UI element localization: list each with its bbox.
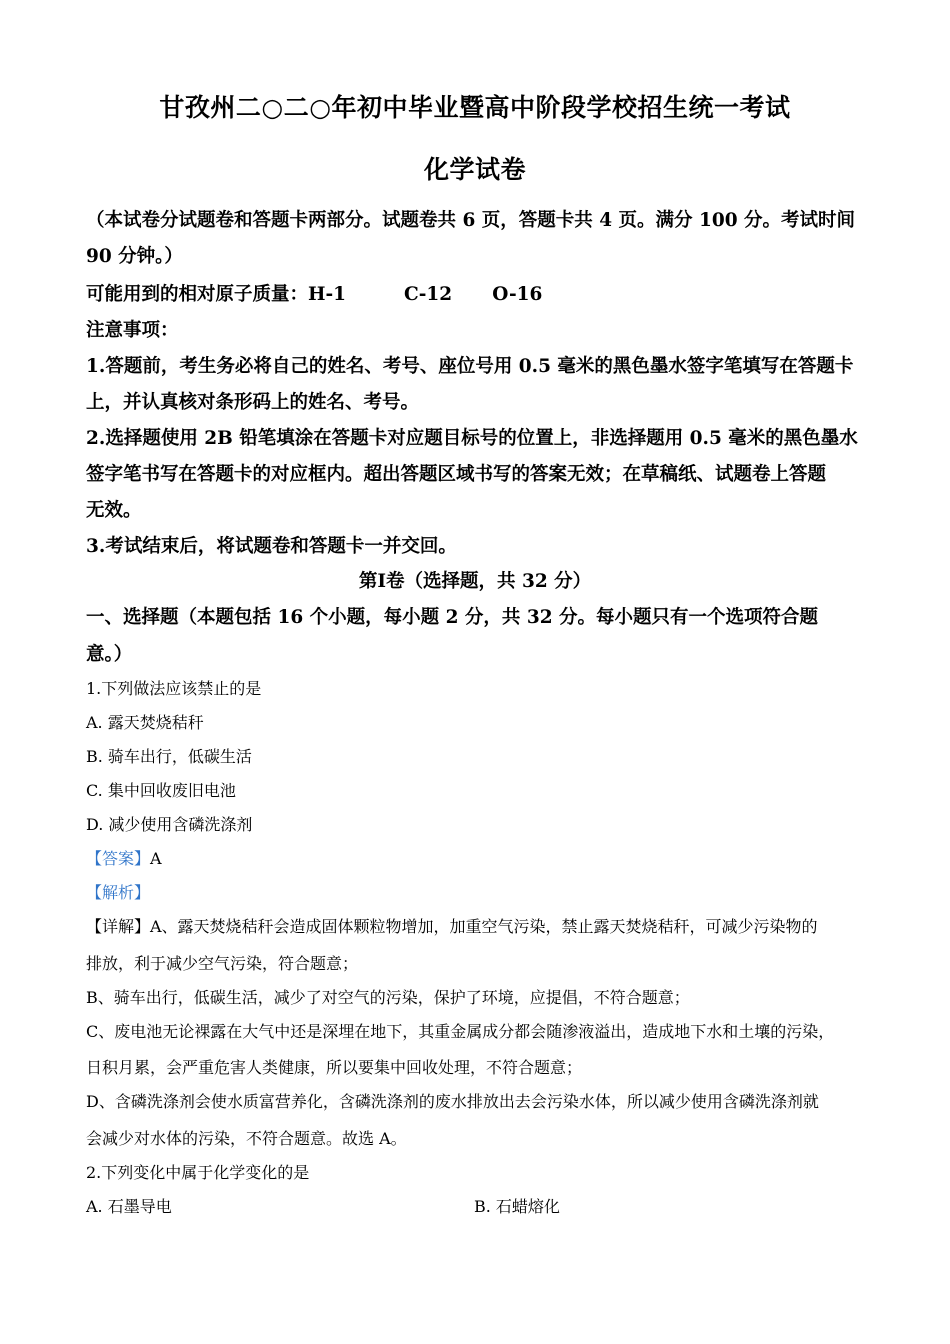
notes-heading: 注意事项： <box>86 320 179 341</box>
atomic-mass-line <box>86 280 542 306</box>
question-2-stem: 2.下列变化中属于化学变化的是 <box>86 1163 310 1182</box>
answer-value: A <box>150 849 162 868</box>
analysis-label: 【解析】 <box>86 883 151 902</box>
question-1-option-a: A. 露天焚烧秸秆 <box>86 713 204 732</box>
atomic-mass-c: C-12 <box>404 284 453 305</box>
answer-label: 【答案】 <box>86 849 151 868</box>
part-instructions-line-2: 意。） <box>86 644 133 665</box>
section-title: 第Ⅰ卷（选择题，共 32 分） <box>358 571 592 592</box>
note-2-line-2: 签字笔书写在答题卡的对应框内。超出答题区域书写的答案无效；在草稿纸、试题卷上答题 <box>86 464 827 485</box>
question-1-stem: 1.下列做法应该禁止的是 <box>86 679 262 698</box>
note-3: 3.考试结束后，将试题卷和答题卡一并交回。 <box>86 536 457 557</box>
note-1-line-1: 1.答题前，考生务必将自己的姓名、考号、座位号用 0.5 毫米的黑色墨水签字笔填写在答题卡 <box>86 356 854 377</box>
intro-line-1: （本试卷分试题卷和答题卡两部分。试题卷共 6 页，答题卡共 4 页。满分 100 分。考试时间 <box>86 210 856 231</box>
note-2-line-1: 2.选择题使用 2B 铅笔填涂在答题卡对应题目标号的位置上，非选择题用 0.5 毫米的黑色墨水 <box>86 428 858 449</box>
question-1-option-d: D. 减少使用含磷洗涤剂 <box>86 815 253 834</box>
exam-title: 甘孜州二○二○年初中毕业暨高中阶段学校招生统一考试 <box>159 93 791 122</box>
detail-line-4: C、废电池无论裸露在大气中还是深埋在地下，其重金属成分都会随渗液溢出，造成地下水和土壤的污染， <box>86 1022 835 1041</box>
question-1-option-b: B. 骑车出行，低碳生活 <box>86 747 252 766</box>
subject-title: 化学试卷 <box>423 155 526 184</box>
atomic-mass-label: 可能用到的相对原子质量：H-1 <box>86 284 347 305</box>
detail-line-2: 排放，利于减少空气污染，符合题意； <box>86 954 359 973</box>
question-2-option-a: A. 石墨导电 <box>86 1197 172 1216</box>
detail-line-5: 日积月累，会严重危害人类健康，所以要集中回收处理，不符合题意； <box>86 1058 583 1077</box>
detail-line-6: D、含磷洗涤剂会使水质富营养化，含磷洗涤剂的废水排放出去会污染水体，所以减少使用含磷洗涤剂就 <box>86 1092 819 1111</box>
atomic-mass-o: O-16 <box>492 284 543 305</box>
question-1-option-c: C. 集中回收废旧电池 <box>86 781 236 800</box>
intro-line-2: 90 分钟。） <box>86 246 183 267</box>
note-2-line-3: 无效。 <box>86 500 142 521</box>
note-1-line-2: 上，并认真核对条形码上的姓名、考号。 <box>86 392 420 413</box>
detail-line-1: 【详解】A、露天焚烧秸秆会造成固体颗粒物增加，加重空气污染，禁止露天焚烧秸秆，可减少污染物的 <box>86 917 818 936</box>
question-1-answer <box>86 846 162 869</box>
detail-line-7: 会减少对水体的污染，不符合题意。故选 A。 <box>86 1129 407 1148</box>
question-2-option-b: B. 石蜡熔化 <box>474 1197 560 1216</box>
detail-line-3: B、骑车出行，低碳生活，减少了对空气的污染，保护了环境，应提倡，不符合题意； <box>86 988 690 1007</box>
part-instructions-line-1: 一、选择题（本题包括 16 个小题，每小题 2 分，共 32 分。每小题只有一个选项符合题 <box>86 607 819 628</box>
